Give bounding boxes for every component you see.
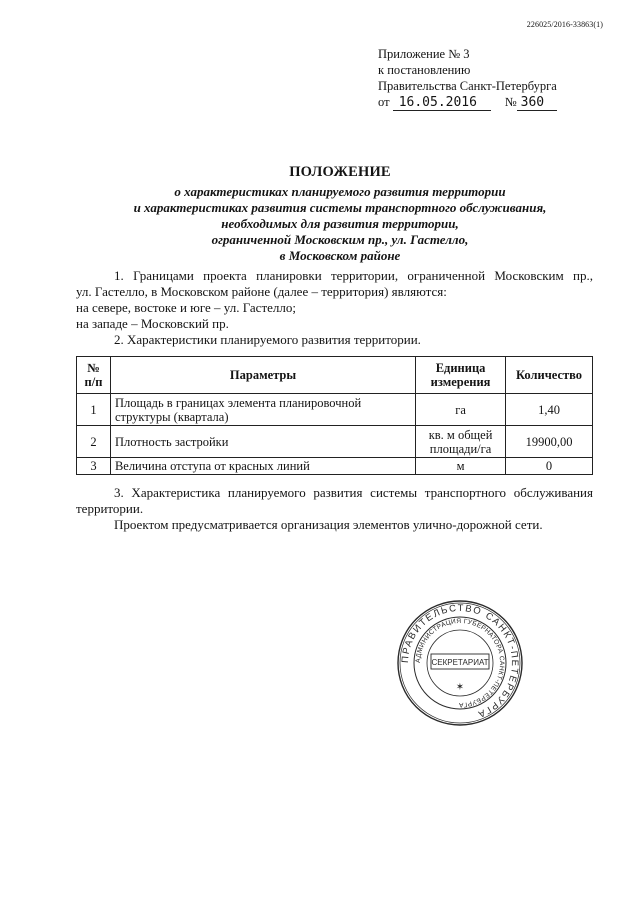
- section-1-line-3: на севере, востоке и юге – ул. Гастелло;: [76, 300, 296, 315]
- appendix-date-line: [378, 94, 557, 111]
- table-row: [77, 426, 593, 458]
- seal-star-icon: ✶: [455, 682, 465, 693]
- characteristics-table: [76, 356, 593, 475]
- header-qty: Количество: [506, 357, 593, 394]
- title-subtitle-4: ограниченной Московским пр., ул. Гастелло,: [211, 232, 469, 247]
- section-3-line-1: 3. Характеристика планируемого развития системы транспортного обслуживания: [114, 485, 593, 500]
- appendix-line-3: Правительства Санкт-Петербурга: [378, 79, 557, 93]
- row-num: 1: [77, 394, 111, 426]
- seal-outer-text: ПРАВИТЕЛЬСТВО САНКТ-ПЕТЕРБУРГА: [399, 602, 521, 720]
- appendix-line-1: Приложение № 3: [378, 47, 470, 61]
- row-num: 3: [77, 458, 111, 475]
- row-num: 2: [77, 426, 111, 458]
- row-param: Плотность застройки: [110, 426, 415, 458]
- handwritten-date: 16.05.2016: [393, 96, 491, 111]
- section-3-line-3: Проектом предусматривается организация элементов улично-дорожной сети.: [114, 517, 543, 532]
- title-subtitle-5: в Московском районе: [279, 248, 401, 263]
- section-3-line-2: территории.: [76, 501, 144, 516]
- title-heading: ПОЛОЖЕНИЕ: [289, 164, 391, 180]
- title-subtitle-2: и характеристиках развития системы транспортного обслуживания,: [133, 200, 547, 215]
- official-seal: [395, 598, 525, 728]
- header-unit: Единица измерения: [416, 357, 506, 394]
- row-param: Площадь в границах элемента планировочной структуры (квартала): [110, 394, 415, 426]
- document-title: [60, 164, 620, 264]
- section-1-line-2: ул. Гастелло, в Московском районе (далее – территория) являются:: [76, 284, 447, 299]
- appendix-line-2: к постановлению: [378, 63, 471, 77]
- row-unit: м: [416, 458, 506, 475]
- row-unit: га: [416, 394, 506, 426]
- seal-inner-text: АДМИНИСТРАЦИЯ ГУБЕРНАТОРА САНКТ-ПЕТЕРБУРГА: [414, 617, 506, 709]
- section-2-heading: 2. Характеристики планируемого развития территории.: [114, 332, 421, 347]
- section-3: [76, 485, 593, 533]
- table-header-row: [77, 357, 593, 394]
- handwritten-number: 360: [517, 96, 557, 111]
- row-qty: 0: [506, 458, 593, 475]
- number-prefix: №: [504, 95, 517, 109]
- section-1: [76, 268, 593, 348]
- row-qty: 1,40: [506, 394, 593, 426]
- appendix-block: [378, 46, 557, 111]
- section-1-line-4: на западе – Московский пр.: [76, 316, 229, 331]
- title-subtitle-3: необходимых для развития территории,: [221, 216, 459, 231]
- table-row: [77, 458, 593, 475]
- date-prefix: от: [378, 95, 390, 109]
- row-unit: кв. м общей площади/га: [416, 426, 506, 458]
- row-qty: 19900,00: [506, 426, 593, 458]
- title-subtitle-1: о характеристиках планируемого развития территории: [174, 184, 506, 199]
- section-1-line-1: 1. Границами проекта планировки территории, ограниченной Московским пр.,: [114, 268, 593, 283]
- header-num: № п/п: [77, 357, 111, 394]
- header-param: Параметры: [110, 357, 415, 394]
- seal-center-text: СЕКРЕТАРИАТ: [431, 658, 489, 667]
- table-row: [77, 394, 593, 426]
- registration-number: 226025/2016-33863(1): [526, 20, 603, 29]
- row-param: Величина отступа от красных линий: [110, 458, 415, 475]
